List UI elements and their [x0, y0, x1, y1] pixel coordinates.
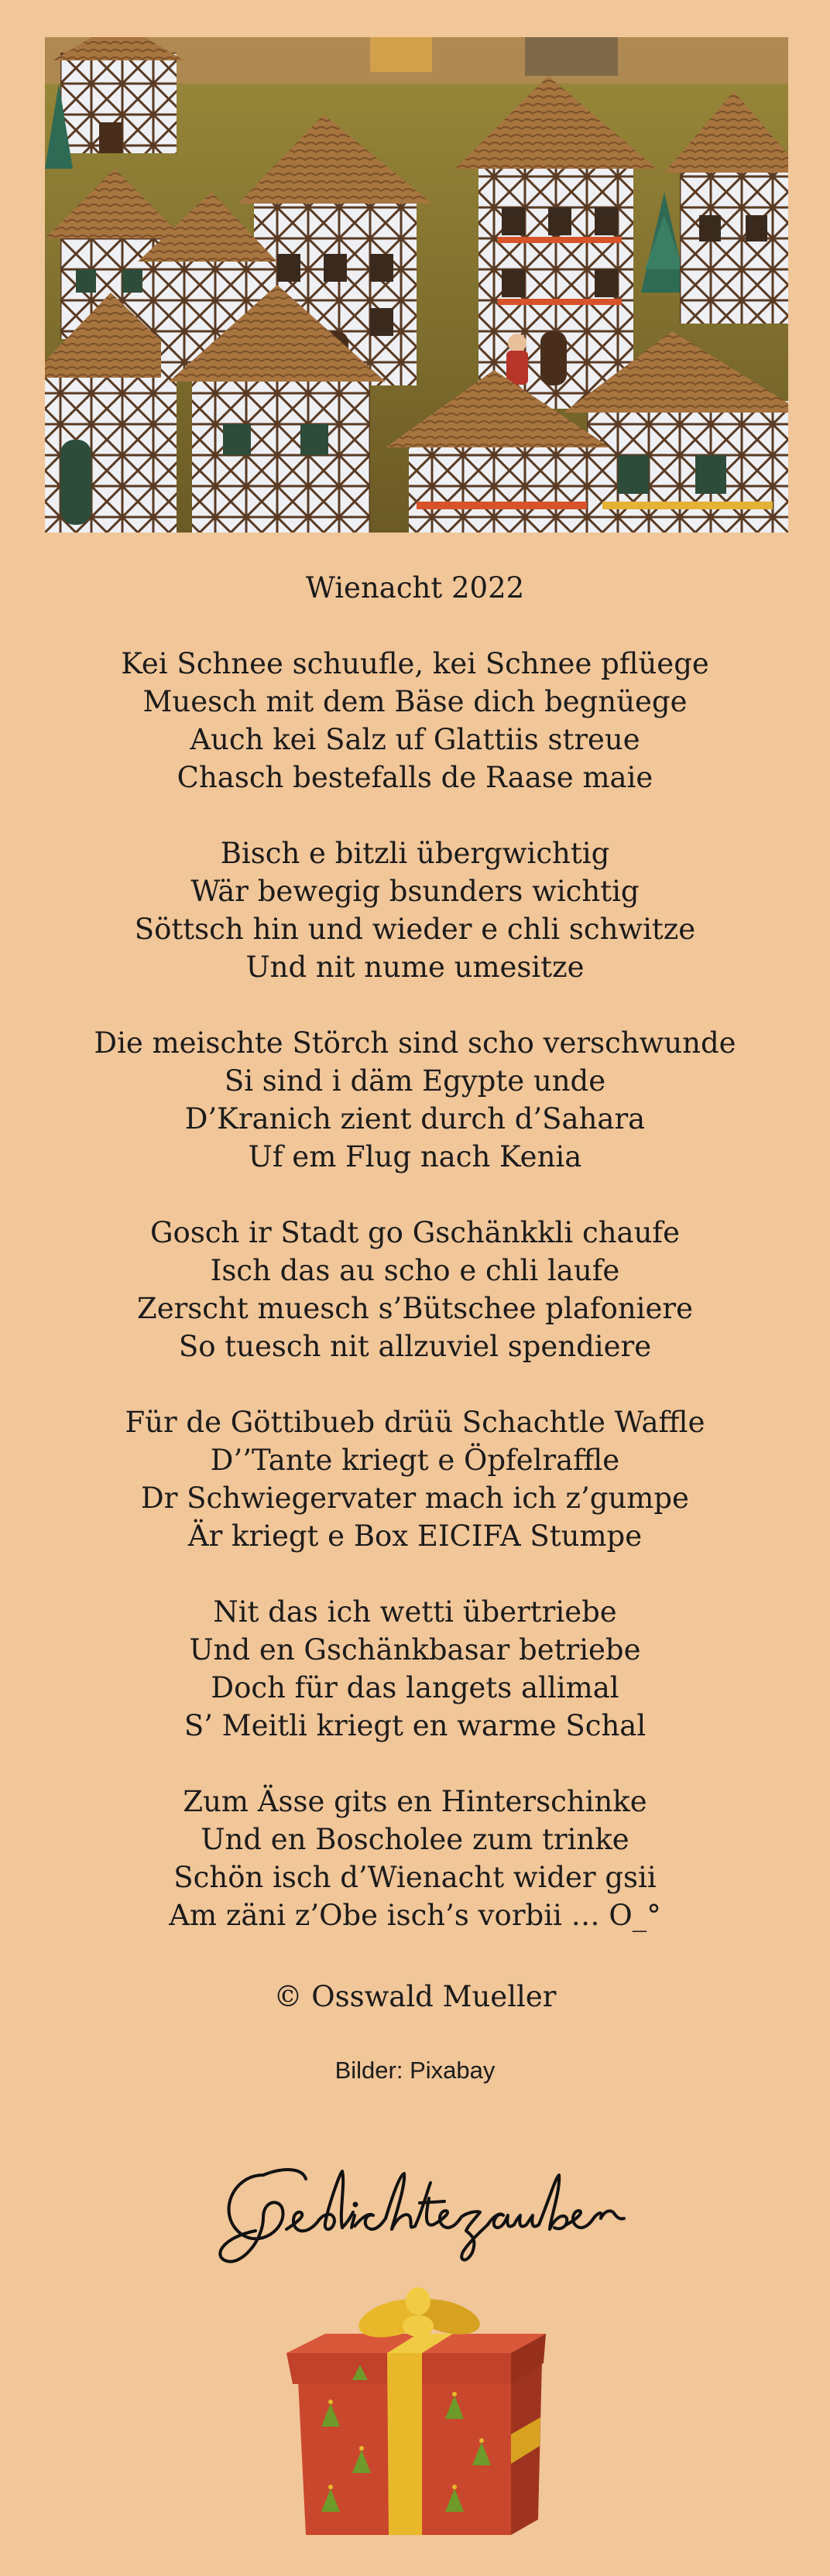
poem-line: Kei Schnee schuufle, kei Schnee pflüege: [121, 647, 709, 680]
poem: [31, 569, 799, 1972]
poem-line: D’Kranich zient durch d’Sahara: [184, 1102, 646, 1136]
poem-stanza: [31, 1403, 799, 1555]
poem-line: Doch für das langets allimal: [211, 1671, 619, 1704]
poem-stanza: [31, 834, 799, 986]
poem-line: Isch das au scho e chli laufe: [210, 1254, 620, 1287]
poem-title: Wienacht 2022: [305, 571, 525, 605]
poem-line: Und en Boscholee zum trinke: [201, 1823, 629, 1856]
poem-line: Zum Ässe gits en Hinterschinke: [183, 1785, 647, 1818]
poem-line: Schön isch d’Wienacht wider gsii: [173, 1861, 657, 1894]
poem-line: Die meischte Störch sind scho verschwunde: [94, 1026, 736, 1060]
poem-line: Gosch ir Stadt go Gschänkkli chaufe: [149, 1216, 680, 1249]
gift-box-icon: [279, 2287, 557, 2543]
poem-line: Auch kei Salz uf Glattiis streue: [190, 723, 640, 756]
hero-image: [45, 37, 788, 533]
poem-stanza: [31, 1024, 799, 1176]
poem-line: Am zäni z’Obe isch’s vorbii … O_°: [169, 1899, 661, 1932]
christmas-gift-box: [279, 2287, 557, 2543]
poem-stanza: [31, 645, 799, 796]
poem-line: Für de Göttibueb drüü Schachtle Waffle: [125, 1406, 705, 1439]
poem-stanza: [31, 1593, 799, 1745]
gedichtezauber-logo: [209, 2144, 627, 2276]
poem-line: Nit das ich wetti übertriebe: [213, 1595, 617, 1629]
signature-logo-icon: [209, 2144, 627, 2276]
poem-line: Und nit nume umesitze: [245, 951, 585, 984]
poem-stanza: [31, 1783, 799, 1934]
poem-stanza: [31, 1214, 799, 1365]
poem-line: Dr Schwiegervater mach ich z’gumpe: [141, 1482, 689, 1515]
poem-line: Är kriegt e Box EICIFA Stumpe: [187, 1519, 643, 1553]
poem-line: Uf em Flug nach Kenia: [248, 1140, 582, 1173]
copyright-notice: © Osswald Mueller: [273, 1980, 557, 2013]
poem-line: Zerscht muesch s’Bütschee plafoniere: [137, 1292, 693, 1325]
poem-line: Chasch bestefalls de Raase maie: [177, 761, 653, 794]
poem-line: Muesch mit dem Bäse dich begnüege: [142, 685, 688, 718]
poem-line: Bisch e bitzli übergwichtig: [220, 837, 610, 870]
poem-line: D’’Tante kriegt e Öpfelraffle: [210, 1444, 620, 1477]
miniature-village-illustration: [45, 37, 788, 533]
poem-line: Söttsch hin und wieder e chli schwitze: [134, 913, 696, 946]
image-credits: Bilder: Pixabay: [334, 2057, 496, 2084]
poem-line: Si sind i däm Egypte unde: [224, 1064, 606, 1098]
poem-line: S’ Meitli kriegt en warme Schal: [183, 1709, 647, 1742]
poem-line: Und en Gschänkbasar betriebe: [189, 1633, 641, 1667]
poem-line: Wär bewegig bsunders wichtig: [190, 875, 640, 908]
poem-line: So tuesch nit allzuviel spendiere: [178, 1330, 652, 1363]
